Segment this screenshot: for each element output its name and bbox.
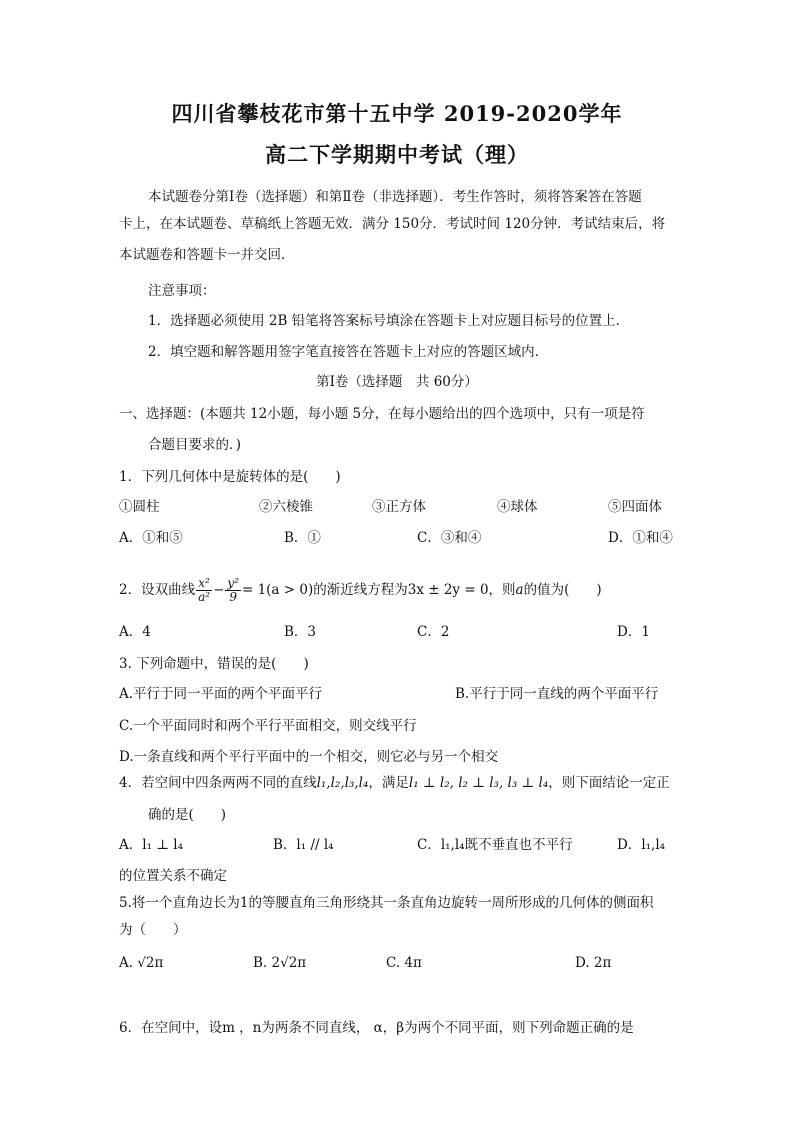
q2-end: 的值为( ) [523,582,602,598]
q5-option-a: A. √2π [119,955,164,971]
section-instructions-line2: 合题目要求的．) [148,437,242,453]
part1-heading: 第Ⅰ卷（选择题 共 60分） [316,374,478,390]
q4-lines: l₁,l₂,l₃,l₄ [316,775,369,791]
q4-condition: l₁ ⊥ l₂, l₂ ⊥ l₃, l₃ ⊥ l₄ [408,775,549,791]
notes-heading: 注意事项： [148,283,216,299]
q1-item: ③正方体 [372,499,426,515]
q5-stem-line1: 5.将一个直角边长为1的等腰直角三角形绕其一条直角边旋转一周所形成的几何体的侧面积 [119,895,654,911]
q1-stem: 1．下列几何体中是旋转体的是( ) [119,469,341,485]
intro-line1: 本试题卷分第Ⅰ卷（选择题）和第Ⅱ卷（非选择题）．考生作答时，须将答案答在答题 [148,189,642,205]
q1-option-a: A．①和⑤ [119,530,183,546]
q4-part2: ，满足 [368,775,409,791]
section-instructions-line1: 一、选择题：(本题共 12小题，每小题 5分，在每小题给出的四个选项中，只有一项是符 [119,406,645,422]
q2-prefix: 2．设双曲线 [119,582,196,598]
intro-line2: 卡上，在本试题卷、草稿纸上答题无效．满分 150分．考试时间 120分钟．考试结束后，将 [119,216,666,232]
q2-stem [119,575,602,605]
q2-fraction-y [225,577,241,604]
q1-item: ①圆柱 [119,499,160,515]
q1-option-b: B．① [284,530,321,546]
q2-frac1-den: a² [198,590,211,604]
q4-part3: ，则下面结论一定正 [548,775,670,791]
q3-option-b: B.平行于同一直线的两个平面平行 [455,686,659,702]
q6-stem: 6．在空间中，设m ，n为两条不同直线， α，β为两个不同平面，则下列命题正确的是 [119,1020,634,1036]
notes-item-1: 1．选择题必须使用 2B 铅笔将答案标号填涂在答题卡上对应题目标号的位置上． [148,313,630,329]
q2-minus: − [213,582,225,598]
q1-item: ②六棱锥 [259,499,313,515]
q5-option-b: B. 2√2π [253,955,307,971]
q4-option-b: B．l₁ // l₄ [273,837,334,853]
q1-item: ④球体 [497,499,538,515]
q4-option-a: A．l₁ ⊥ l₄ [119,837,183,853]
q2-equation: 3x ± 2y = 0 [407,582,489,598]
q2-frac2-num: y² [227,576,239,590]
q3-option-d: D.一条直线和两个平行平面中的一个相交，则它必与另一个相交 [119,749,499,765]
q2-fraction-x [196,577,212,604]
q2-var: a [515,582,524,598]
q2-suffix: ，则 [488,582,516,598]
q5-option-c: C. 4π [386,955,422,971]
notes-item-2: 2．填空题和解答题用签字笔直接答在答题卡上对应的答题区域内． [148,344,549,360]
intro-line3: 本试题卷和答题卡一并交回． [119,247,295,263]
q4-stem-line2: 确的是( ) [148,807,227,823]
q2-option-c: C．2 [417,624,450,640]
q4-option-d: D．l₁,l₄ [617,837,666,853]
q3-stem: 3. 下列命题中，错误的是( ) [119,656,309,672]
q2-option-a: A．4 [119,624,151,640]
q5-option-d: D. 2π [575,955,612,971]
q4-part1: 4．若空间中四条两两不同的直线 [119,775,317,791]
q2-option-b: B．3 [284,624,317,640]
q1-option-c: C．③和④ [417,530,482,546]
q4-stem-line1 [119,773,670,793]
q2-frac1-num: x² [196,577,212,591]
q2-condition: = 1(a > 0) [241,582,314,598]
q4-option-d-cont: 的位置关系不确定 [119,868,227,884]
q3-option-a: A.平行于同一平面的两个平面平行 [119,686,323,702]
q5-stem-line2: 为（ ） [119,922,187,938]
q2-option-d: D．1 [617,624,650,640]
q1-option-d: D．①和④ [608,530,673,546]
exam-title-line2: 高二下学期期中考试（理） [265,142,529,167]
q4-option-c: C．l₁,l₄既不垂直也不平行 [417,837,573,853]
q2-frac2-den: 9 [229,590,237,604]
q3-option-c: C.一个平面同时和两个平行平面相交，则交线平行 [119,718,417,734]
q1-item: ⑤四面体 [608,499,662,515]
exam-title-line1: 四川省攀枝花市第十五中学 2019-2020学年 [171,101,623,126]
q2-mid: 的渐近线方程为 [313,582,408,598]
